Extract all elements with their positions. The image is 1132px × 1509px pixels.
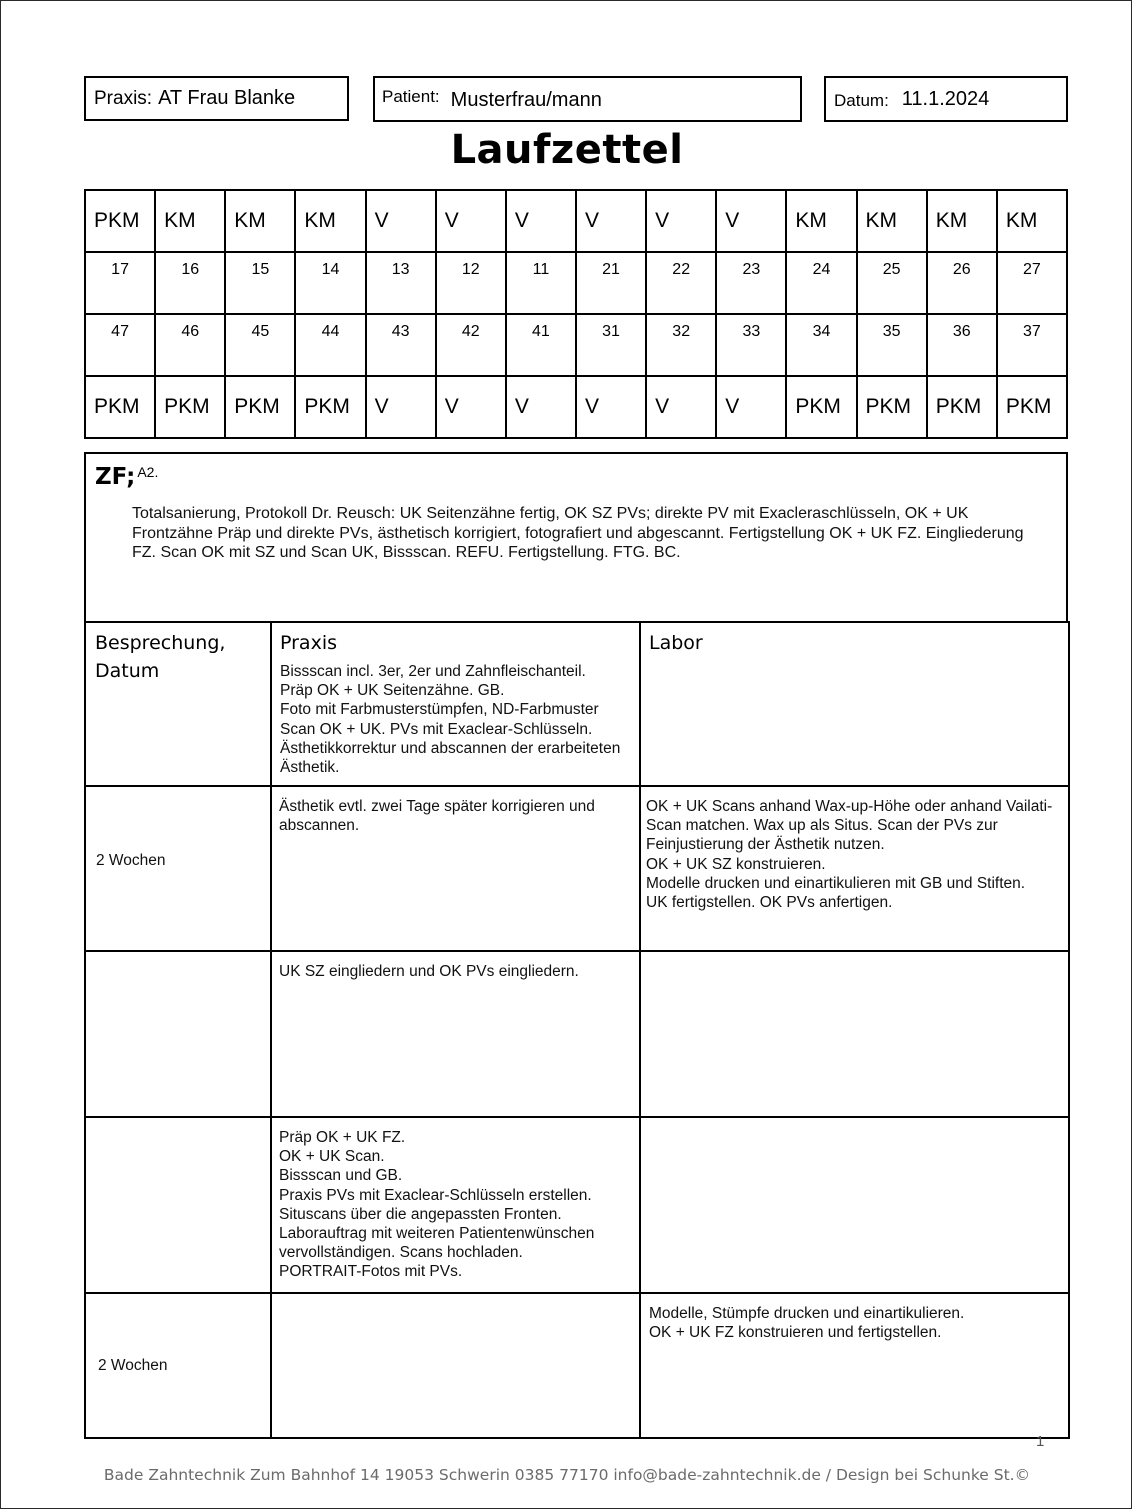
schedule-table: [84, 621, 1070, 1439]
tooth-number-cell: 32: [646, 314, 716, 376]
tooth-type-cell: PKM: [85, 376, 155, 438]
footer: Bade Zahntechnik Zum Bahnhof 14 19053 Schwerin 0385 77170 info@bade-zahntechnik.de / Design bei Schunke St.©: [103, 1466, 1031, 1484]
tooth-type-cell: V: [716, 376, 786, 438]
tooth-type-cell: KM: [927, 190, 997, 252]
tooth-type-cell: V: [646, 376, 716, 438]
schedule-row: [85, 786, 1069, 951]
tooth-type-cell: KM: [225, 190, 295, 252]
page-title: Laufzettel: [450, 127, 684, 173]
tooth-number-cell: 44: [295, 314, 365, 376]
tooth-number-cell: 22: [646, 252, 716, 314]
teeth-row: [85, 376, 1067, 438]
tooth-type-cell: V: [716, 190, 786, 252]
tooth-number-cell: 47: [85, 314, 155, 376]
zf-description: Totalsanierung, Protokoll Dr. Reusch: UK Seitenzähne fertig, OK SZ PVs; direkte PV mit Exacleraschlüsseln, OK + UK Frontzähne Präp und direkte PVs, ästhetisch korrigiert, fotografiert und abgescannt. Fertigstellung OK + UK FZ. Eingliederung FZ. Scan OK mit SZ und Scan UK, Bissscan. REFU. Fertigstellung. FTG. BC.: [132, 505, 1024, 561]
besprechung-header-cell: [85, 622, 271, 786]
praxis-value: AT Frau Blanke: [158, 87, 296, 109]
tooth-type-cell: V: [436, 190, 506, 252]
praxis-box: [84, 76, 349, 121]
patient-label: Patient:: [382, 87, 440, 106]
tooth-type-cell: KM: [997, 190, 1067, 252]
tooth-number-cell: 33: [716, 314, 786, 376]
labor-header: Labor: [649, 632, 703, 654]
teeth-row: [85, 190, 1067, 252]
tooth-type-cell: PKM: [155, 376, 225, 438]
patient-value: Musterfrau/mann: [450, 88, 602, 111]
tooth-type-cell: PKM: [225, 376, 295, 438]
page-number: 1: [1036, 1433, 1045, 1450]
praxis-cell: [271, 1293, 640, 1438]
patient-box: [373, 76, 802, 122]
datum-box: [824, 76, 1068, 122]
tooth-type-cell: PKM: [927, 376, 997, 438]
tooth-number-cell: 24: [786, 252, 856, 314]
tooth-number-cell: 31: [576, 314, 646, 376]
labor-cell: [640, 1117, 1069, 1293]
praxis-header: Praxis: [280, 632, 337, 654]
teeth-chart: [84, 189, 1068, 439]
praxis-cell: [271, 786, 640, 951]
tooth-number-cell: 36: [927, 314, 997, 376]
tooth-number-cell: 23: [716, 252, 786, 314]
labor-cell: [640, 951, 1069, 1117]
labor-header-cell: [640, 622, 1069, 786]
praxis-value: Ästhetik evtl. zwei Tage später korrigieren und abscannen.: [279, 798, 595, 835]
tooth-number-cell: 11: [506, 252, 576, 314]
tooth-number-cell: 13: [366, 252, 436, 314]
tooth-type-cell: PKM: [857, 376, 927, 438]
tooth-type-cell: V: [576, 190, 646, 252]
tooth-number-cell: 17: [85, 252, 155, 314]
tooth-number-cell: 45: [225, 314, 295, 376]
besprechung-value: 2 Wochen: [98, 1356, 168, 1374]
tooth-number-cell: 26: [927, 252, 997, 314]
besprechung-value: 2 Wochen: [96, 851, 166, 869]
teeth-row: [85, 314, 1067, 376]
tooth-number-cell: 35: [857, 314, 927, 376]
tooth-number-cell: 12: [436, 252, 506, 314]
tooth-type-cell: PKM: [786, 376, 856, 438]
tooth-number-cell: 14: [295, 252, 365, 314]
praxis-header-cell: [271, 622, 640, 786]
tooth-number-cell: 42: [436, 314, 506, 376]
tooth-number-cell: 21: [576, 252, 646, 314]
tooth-type-cell: KM: [786, 190, 856, 252]
schedule-header-row: [85, 622, 1069, 786]
datum-label: Datum:: [834, 91, 889, 110]
schedule-row: [85, 1117, 1069, 1293]
tooth-type-cell: PKM: [295, 376, 365, 438]
besprechung-cell: [85, 1117, 271, 1293]
labor-cell: [640, 786, 1069, 951]
tooth-type-cell: PKM: [85, 190, 155, 252]
labor-value: Modelle, Stümpfe drucken und einartikulieren. OK + UK FZ konstruieren und fertigstellen.: [649, 1304, 965, 1341]
tooth-number-cell: 43: [366, 314, 436, 376]
schedule-row: [85, 1293, 1069, 1438]
teeth-row: [85, 252, 1067, 314]
besprechung-cell: [85, 1293, 271, 1438]
tooth-number-cell: 37: [997, 314, 1067, 376]
tooth-type-cell: PKM: [997, 376, 1067, 438]
labor-cell: [640, 1293, 1069, 1438]
tooth-number-cell: 34: [786, 314, 856, 376]
tooth-type-cell: V: [366, 376, 436, 438]
zf-shade: A2.: [137, 464, 159, 480]
tooth-type-cell: V: [576, 376, 646, 438]
labor-value: OK + UK Scans anhand Wax-up-Höhe oder anhand Vailati-Scan matchen. Wax up als Situs. Scan der PVs zur Feinjustierung der Ästhetik nutzen. OK + UK SZ konstruieren. Modelle drucken und einartikulieren mit GB und Stiften. UK fertigstellen. OK PVs anfertigen.: [646, 798, 1053, 912]
tooth-type-cell: V: [506, 376, 576, 438]
datum-value: 11.1.2024: [901, 87, 990, 110]
praxis-value: UK SZ eingliedern und OK PVs eingliedern.: [279, 963, 579, 980]
tooth-type-cell: KM: [295, 190, 365, 252]
tooth-type-cell: V: [506, 190, 576, 252]
tooth-type-cell: V: [366, 190, 436, 252]
tooth-number-cell: 41: [506, 314, 576, 376]
praxis-label: Praxis:: [94, 87, 153, 109]
tooth-number-cell: 16: [155, 252, 225, 314]
praxis-value: Präp OK + UK FZ. OK + UK Scan. Bissscan und GB. Praxis PVs mit Exaclear-Schlüsseln erstellen. Situscans über die angepassten Fronten. Laborauftrag mit weiteren Patientenwünschen vervollständigen. Scans hochladen. PORTRAIT-Fotos mit PVs.: [279, 1129, 595, 1281]
zf-section: [84, 452, 1068, 623]
tooth-type-cell: V: [436, 376, 506, 438]
besprechung-header: Besprechung, Datum: [95, 632, 226, 682]
besprechung-cell: [85, 951, 271, 1117]
tooth-number-cell: 27: [997, 252, 1067, 314]
tooth-type-cell: KM: [857, 190, 927, 252]
besprechung-cell: [85, 786, 271, 951]
tooth-number-cell: 15: [225, 252, 295, 314]
zf-label: ZF;: [95, 464, 136, 490]
zf-heading: [95, 464, 158, 490]
tooth-number-cell: 46: [155, 314, 225, 376]
praxis-cell: [271, 1117, 640, 1293]
tooth-type-cell: KM: [155, 190, 225, 252]
tooth-number-cell: 25: [857, 252, 927, 314]
praxis-initial-steps: Bissscan incl. 3er, 2er und Zahnfleischanteil. Präp OK + UK Seitenzähne. GB. Foto mit Farbmusterstümpfen, ND-Farbmuster Scan OK + UK. PVs mit Exaclear-Schlüsseln. Ästhetikkorrektur und abscannen der erarbeiteten Ästhetik.: [280, 663, 621, 777]
praxis-cell: [271, 951, 640, 1117]
tooth-type-cell: V: [646, 190, 716, 252]
schedule-row: [85, 951, 1069, 1117]
